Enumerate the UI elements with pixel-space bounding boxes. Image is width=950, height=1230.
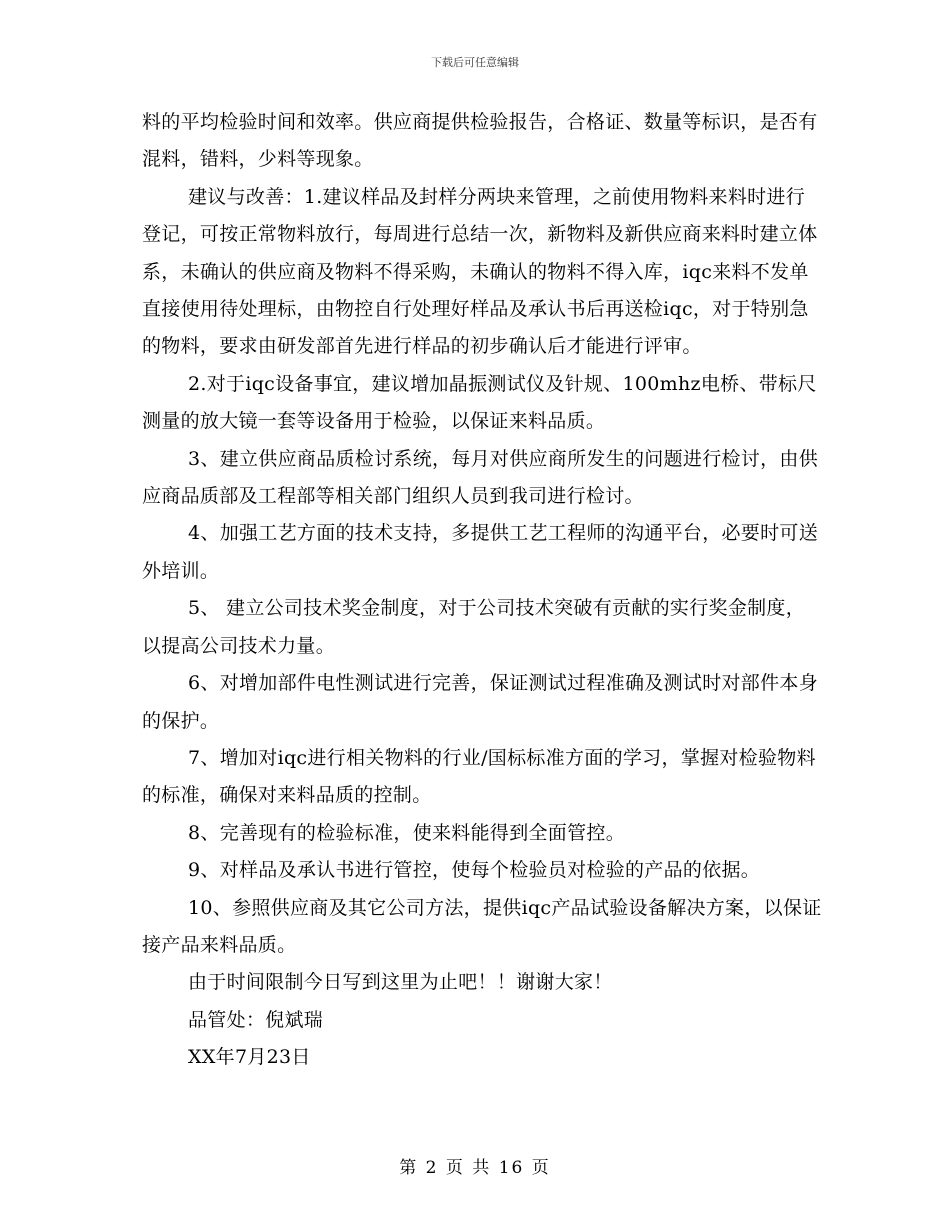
signature-date: XX年7月23日 — [188, 1046, 311, 1069]
page-footer: 第 2 页 共 16 页 — [399, 1158, 551, 1178]
paragraph: 6、对增加部件电性测试进行完善，保证测试过程准确及测试时对部件本身的保护。 — [142, 672, 818, 732]
closing-thanks: 由于时间限制今日写到这里为止吧！！谢谢大家！ — [188, 971, 613, 994]
page-header: 下载后可任意编辑 — [431, 56, 519, 69]
paragraph: 3、建立供应商品质检讨系统，每月对供应商所发生的问题进行检讨，由供应商品质部及工程部等相关部门组织人员到我司进行检讨。 — [142, 447, 818, 508]
paragraph: 10、参照供应商及其它公司方法，提供iqc产品试验设备解决方案，以保证接产品来料品质。 — [142, 896, 822, 956]
paragraph: 5、 建立公司技术奖金制度，对于公司技术突破有贡献的实行奖金制度，以提高公司技术力量。 — [142, 597, 806, 657]
paragraph: 7、增加对iqc进行相关物料的行业/国标标准方面的学习，掌握对检验物料的标准，确保对来料品质的控制。 — [142, 746, 816, 807]
signature-department: 品管处：倪斌瑞 — [188, 1008, 324, 1031]
paragraph: 料的平均检验时间和效率。供应商提供检验报告，合格证、数量等标识，是否有混料，错料，少料等现象。 — [142, 111, 818, 171]
paragraph: 8、完善现有的检验标准，使来料能得到全面管控。 — [188, 821, 625, 844]
document-body — [142, 104, 822, 1077]
paragraph: 建议与改善：1.建议样品及封样分两块来管理，之前使用物料来料时进行登记，可按正常物料放行，每周进行总结一次，新物料及新供应商来料时建立体系，未确认的供应商及物料不得采购，未确认的物料不得入库，iqc来料不发单直接使用待处理标，由物控自行处理好样品及承认书后再送检iqc，对于特别急的物料，要求由研发部首先进行样品的初步确认后才能进行评审。 — [142, 185, 818, 358]
paragraph: 4、加强工艺方面的技术支持，多提供工艺工程师的沟通平台，必要时可送外培训。 — [142, 522, 818, 582]
paragraph: 2.对于iqc设备事宜，建议增加晶振测试仪及针规、100mhz电桥、带标尺测量的放大镜一套等设备用于检验，以保证来料品质。 — [142, 372, 817, 433]
paragraph: 9、对样品及承认书进行管控，使每个检验员对检验的产品的依据。 — [188, 859, 761, 882]
